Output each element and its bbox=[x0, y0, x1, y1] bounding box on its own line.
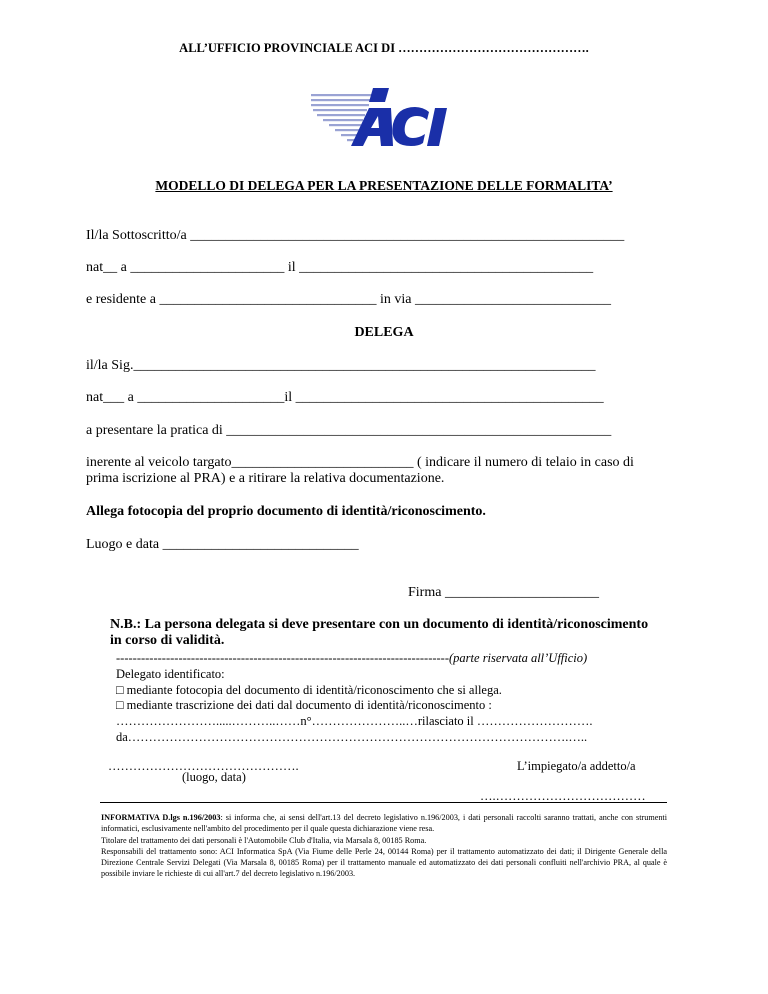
nb-note-line1: N.B.: La persona delegata si deve presentare con un documento di identità/riconoscimento bbox=[110, 617, 649, 632]
logo-letters bbox=[351, 88, 447, 146]
identified-label: Delegato identificato: bbox=[116, 667, 225, 681]
delegate-birth-field[interactable]: nat___ a _____________________il ____________________________________________ bbox=[86, 390, 604, 405]
addressee-header: ALL’UFFICIO PROVINCIALE ACI DI ………………………………………. bbox=[179, 41, 589, 55]
footer-divider bbox=[100, 802, 667, 803]
place-date-label: (luogo, data) bbox=[182, 770, 246, 784]
office-reserved-label: (parte riservata all’Ufficio) bbox=[449, 651, 588, 665]
privacy-paragraph-1 bbox=[101, 812, 667, 835]
residence-field[interactable]: e residente a _______________________________ in via ____________________________ bbox=[86, 292, 611, 307]
clerk-signature-dots[interactable]: ….……………………………… bbox=[480, 789, 646, 803]
privacy-paragraph-3: Responsabili del trattamento sono: ACI Informatica SpA (Via Fiume delle Perle 24, 00144 Roma) per il trattamento automatizzato dei dati; il Dirigente Generale della Direzione Centrale Servizi Delegati (Via Marsala 8, 00185 Roma) per il trattamento manuale ed automatizzato dei dati personali confluiti nell'archivio PRA, al quale è possibile inviare le richieste di cui all'art.7 del decreto legislativo n.196/2003. bbox=[101, 846, 667, 879]
issuer-line[interactable]: da…………………………………………………………………………………………….….. bbox=[116, 730, 588, 744]
option-transcription[interactable]: □ mediante trascrizione dei dati dal documento di identità/riconoscimento : bbox=[116, 698, 492, 712]
privacy-paragraph-2: Titolare del trattamento dei dati personali è l'Automobile Club d'Italia, via Marsala 8, 00185 Roma. bbox=[101, 835, 427, 845]
privacy-notice bbox=[101, 812, 667, 880]
form-title: MODELLO DI DELEGA PER LA PRESENTAZIONE DELLE FORMALITA’ bbox=[155, 178, 613, 193]
privacy-title: INFORMATIVA D.lgs n.196/2003 bbox=[101, 813, 221, 822]
attachment-note: Allega fotocopia del proprio documento di identità/riconoscimento. bbox=[86, 504, 486, 519]
nb-note-line2: in corso di validità. bbox=[110, 633, 225, 648]
place-date-dots[interactable]: ………………………………………. bbox=[108, 759, 299, 773]
pratica-field[interactable]: a presentare la pratica di _______________________________________________________ bbox=[86, 423, 612, 438]
vehicle-field[interactable]: inerente al veicolo targato__________________________ ( indicare il numero di telaio in caso di bbox=[86, 455, 634, 470]
vehicle-note: prima iscrizione al PRA) e a ritirare la relativa documentazione. bbox=[86, 471, 445, 486]
clerk-label: L’impiegato/a addetto/a bbox=[517, 759, 636, 773]
birth-field[interactable]: nat__ a ______________________ il __________________________________________ bbox=[86, 260, 594, 275]
signature-field[interactable]: Firma ______________________ bbox=[408, 585, 599, 600]
delega-heading: DELEGA bbox=[354, 325, 414, 340]
place-date-field[interactable]: Luogo e data ____________________________ bbox=[86, 537, 359, 552]
privacy-text-1: : si informa che, ai sensi dell'art.13 del decreto legislativo n.196/2003, i dati personali raccolti saranno trattati, anche con strumenti informatici, esclusivamente nell'ambito del procedimento per il quale questa dichiarazione viene resa. bbox=[101, 813, 667, 834]
document-details-line[interactable]: …………………….....………..……n°…………………..…rilasciato il ………………………. bbox=[116, 714, 593, 728]
office-section-separator bbox=[116, 651, 587, 666]
sottoscritto-field[interactable]: Il/la Sottoscritto/a ______________________________________________________________ bbox=[86, 228, 625, 243]
option-photocopy[interactable]: □ mediante fotocopia del documento di identità/riconoscimento che si allega. bbox=[116, 683, 502, 697]
aci-logo bbox=[311, 86, 457, 148]
separator-dashes: -------------------------------------------------------------------------------- bbox=[116, 651, 450, 665]
delegate-name-field[interactable]: il/la Sig.__________________________________________________________________ bbox=[86, 358, 596, 373]
